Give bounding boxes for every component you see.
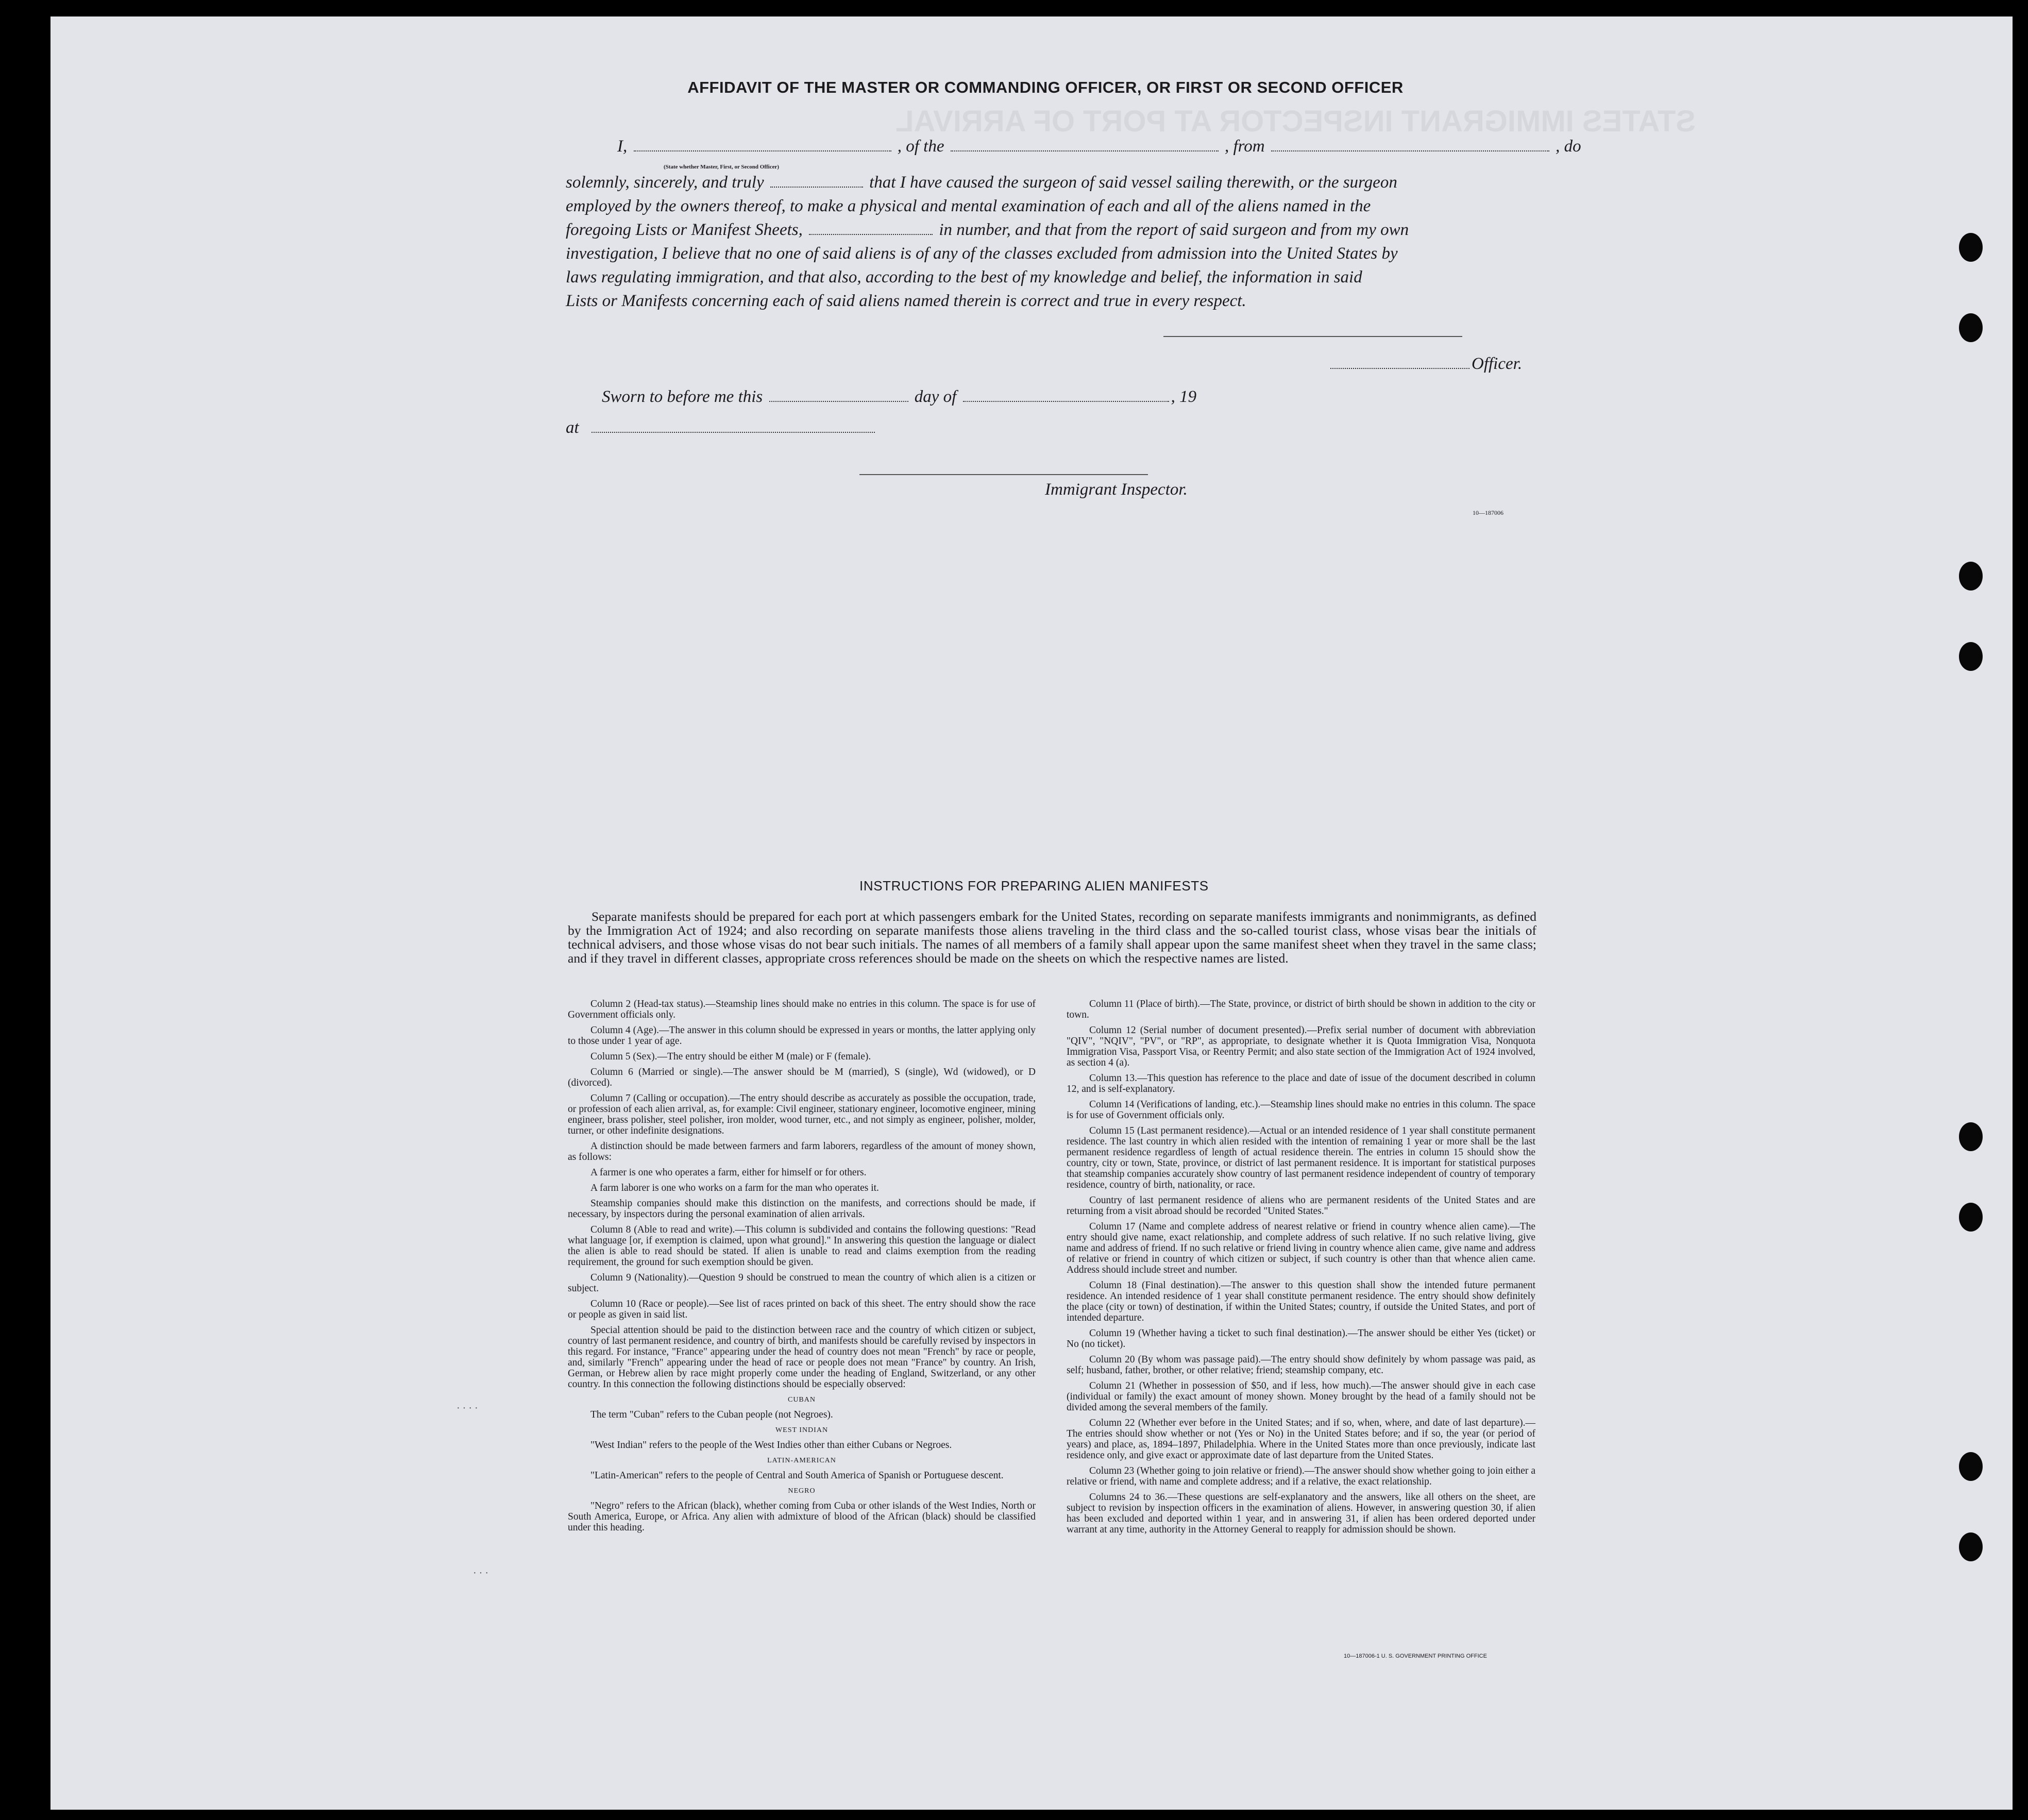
sworn-day-field[interactable] (769, 401, 908, 402)
instruction-paragraph: A distinction should be made between farmers and farm laborers, regardless of the amount of money shown, as follows: (568, 1141, 1036, 1162)
heading-negro: NEGRO (788, 1487, 816, 1495)
affidavit-line-1 (566, 135, 1581, 158)
sworn-month-field[interactable] (963, 401, 1169, 402)
instructions-title: INSTRUCTIONS FOR PREPARING ALIEN MANIFESTS (859, 878, 1209, 894)
instruction-paragraph: "West Indian" refers to the people of the West Indies other than either Cubans or Negroes. (590, 1440, 952, 1451)
instructions-intro (568, 909, 1536, 965)
affidavit-line-4 (566, 218, 1409, 242)
affidavit-line-2 (566, 171, 1534, 194)
at-label: at (566, 418, 579, 437)
instruction-paragraph: Column 8 (Able to read and write).—This column is subdivided and contains the following questions: "Read what language [or, if exemption is claimed, upon what ground]." In answering this question the language or dialect the alien is able to read should be stated. If alien is unable to read and claims exemption from the reading requirement, the ground for such exemption should be given. (568, 1224, 1036, 1268)
departure-port-field[interactable] (1271, 150, 1549, 151)
sworn-place-field[interactable] (592, 432, 875, 433)
signature-line[interactable] (1163, 336, 1462, 337)
instruction-paragraph: "Negro" refers to the African (black), whether coming from Cuba or other islands of the West Indies, North or South America, Europe, or Africa. Any alien with admixture of blood of the African (black) should be classified under this heading. (568, 1501, 1036, 1533)
instruction-paragraph: Column 18 (Final destination).—The answer to this question shall show the intended future permanent residence. An intended residence of 1 year shall constitute permanent residence. The entry should show definitely the place (city or town) of destination, if within the United States; country, if outside the United States, and port of intended departure. (1067, 1280, 1535, 1323)
punch-hole (1959, 313, 1983, 342)
instruction-paragraph: Column 23 (Whether going to join relative or friend).—The answer should show whether going to join either a relative or friend, with name and complete address; and if a relative, the exact relationship. (1067, 1465, 1535, 1487)
affidavit-text: solemnly, sincerely, and truly (566, 173, 764, 192)
instruction-paragraph: Column 2 (Head-tax status).—Steamship lines should make no entries in this column. The space is for use of Government officials only. (568, 999, 1036, 1020)
instruction-paragraph: The term "Cuban" refers to the Cuban people (not Negroes). (590, 1409, 833, 1420)
stray-mark: · · · (473, 1568, 488, 1579)
affidavit-text: foregoing Lists or Manifest Sheets, (566, 221, 803, 239)
instruction-paragraph: Column 13.—This question has reference to the place and date of issue of the document described in column 12, and is self-explanatory. (1067, 1073, 1535, 1094)
instruction-paragraph: Column 5 (Sex).—The entry should be either M (male) or F (female). (590, 1051, 871, 1062)
label-do: , do (1556, 137, 1581, 156)
instruction-paragraph: A farmer is one who operates a farm, either for himself or for others. (590, 1167, 867, 1178)
label-from: , from (1224, 137, 1265, 156)
manifest-sheet (50, 16, 2013, 1810)
instruction-paragraph: Column 19 (Whether having a ticket to such final destination).—The answer should be either Yes (ticket) or No (no ticket). (1067, 1328, 1535, 1350)
instructions-right-column (1067, 999, 1535, 1535)
affidavit-title: AFFIDAVIT OF THE MASTER OR COMMANDING OFFICER, OR FIRST OR SECOND OFFICER (687, 78, 1404, 96)
label-i: I, (617, 137, 628, 156)
instruction-paragraph: Column 17 (Name and complete address of nearest relative or friend in country whence alien came).—The entry should give name, exact relationship, and complete address of such relative. If no such relative living, give name and address of friend. If no such relative or friend living in country whence alien came, give name and address of relative or friend in country of which citizen or subject, if such country is other than that whence alien came. Address should include street and number. (1067, 1221, 1535, 1275)
instruction-paragraph: Column 11 (Place of birth).—The State, province, or district of birth should be shown in addition to the city or town. (1067, 999, 1535, 1020)
affidavit-line-3: employed by the owners thereof, to make a physical and mental examination of each and all of the aliens named in the (566, 197, 1371, 215)
affidavit-text: in number, and that from the report of said surgeon and from my own (939, 221, 1409, 239)
year-label: , 19 (1171, 387, 1197, 406)
punch-hole (1959, 1532, 1983, 1561)
instruction-paragraph: "Latin-American" refers to the people of Central and South America of Spanish or Portuguese descent. (590, 1470, 1004, 1481)
instruction-paragraph: Column 7 (Calling or occupation).—The entry should describe as accurately as possible the occupation, trade, or profession of each alien arrival, as, for example: Civil engineer, stationary engineer, locomotive engineer, mining engineer, brass polisher, steel polisher, iron molder, wood turner, etc., and not simply as engineer, polisher, molder, turner, or other indefinite designations. (568, 1093, 1036, 1136)
affidavit-text: that I have caused the surgeon of said vessel sailing therewith, or the surgeon (869, 173, 1397, 192)
officer-rank-field[interactable] (634, 150, 891, 151)
instruction-paragraph: Columns 24 to 36.—These questions are self-explanatory and the answers, like all others on the sheet, are subject to revision by inspection officers in the examination of aliens. However, in answering question 30, if alien has been excluded and deported within 1 year, and in answering 31, if alien has been ordered deported under warrant at any time, authority in the Attorney General to reapply for admission should be shown. (1067, 1492, 1535, 1535)
affidavit-line-5: investigation, I believe that no one of said aliens is of any of the classes excluded from admission into the United States by (566, 244, 1398, 263)
punch-hole (1959, 642, 1983, 671)
day-of-label: day of (914, 387, 957, 406)
punch-hole (1959, 1122, 1983, 1151)
bleed-through-text: STATES IMMIGRANT INSPECTOR AT PORT OF ARRIVAL (895, 105, 1696, 138)
stray-mark: · · · · (457, 1403, 478, 1414)
at-row (566, 416, 877, 440)
instruction-paragraph: Column 6 (Married or single).—The answer should be M (married), S (single), Wd (widowed), or D (divorced). (568, 1067, 1036, 1088)
punch-hole (1959, 1452, 1983, 1481)
instruction-paragraph: Column 14 (Verifications of landing, etc.).—Steamship lines should make no entries in this column. The space is for use of Government officials only. (1067, 1099, 1535, 1121)
instruction-paragraph: Column 10 (Race or people).—See list of races printed on back of this sheet. The entry should show the race or people as given in said list. (568, 1299, 1036, 1320)
instruction-paragraph: Steamship companies should make this distinction on the manifests, and corrections should be made, if necessary, by inspectors during the personal examination of alien arrivals. (568, 1198, 1036, 1220)
instruction-paragraph: Country of last permanent residence of aliens who are permanent residents of the United States and are returning from a visit abroad should be recorded "United States." (1067, 1195, 1535, 1217)
sworn-row (602, 385, 1196, 409)
officer-signature-row (1328, 352, 1522, 376)
instruction-paragraph: A farm laborer is one who works on a farm for the man who operates it. (590, 1183, 879, 1193)
punch-hole (1959, 562, 1983, 591)
form-number: 10—187006 (1473, 509, 1503, 516)
instruction-paragraph: Special attention should be paid to the distinction between race and the country of which citizen or subject, country of last permanent residence, and country of birth, and manifests should be carefully revised by inspectors in this regard. For instance, "France" appearing under the head of country does not mean "French" by race or people, and, similarly "French" appearing under the head of race or people does not mean "France" by country. An Irish, German, or Hebrew alien by race might properly come under the heading of England, Switzerland, or any other country. In this connection the following distinctions should be especially observed: (568, 1325, 1036, 1390)
instruction-paragraph: Column 12 (Serial number of document presented).—Prefix serial number of document with abbreviation "QIV", "NQIV", "PV", or "RP", as appropriate, to designate whether it is Quota Immigration Visa, Nonquota Immigration Visa, Passport Visa, or Reentry Permit; and also state section of the Immigration Act of 1924 involved, as section 4 (a). (1067, 1025, 1535, 1068)
sworn-label: Sworn to before me this (602, 387, 763, 406)
instructions-left-column (568, 999, 1036, 1533)
oath-field[interactable] (770, 187, 863, 188)
intro-paragraph: Separate manifests should be prepared for each port at which passengers embark for the United States, recording on separate manifests immigrants and nonimmigrants, as defined by the Immigration Act of 1924; and also recording on separate manifests those aliens traveling in the third class and the so-called tourist class, whose visas bear the initials of technical advisers, and those whose visas do not bear such initials. The names of all members of a family shall appear upon the same manifest sheet when they travel in the same class; and if they travel in different classes, appropriate cross references should be made on the sheets on which the respective names are listed. (568, 909, 1536, 966)
instruction-paragraph: Column 22 (Whether ever before in the United States; and if so, when, where, and date of last departure).—The entries should show whether or not (Yes or No) in the United States before; and if so, the year (or period of years) and place, as, 1894–1897, Philadelphia. Where in the United States more than once previously, indicate last residence only, and give exact or approximate date of last departure from the United States. (1067, 1418, 1535, 1461)
punch-hole (1959, 1203, 1983, 1232)
label-of-the: , of the (897, 137, 944, 156)
instruction-paragraph: Column 4 (Age).—The answer in this column should be expressed in years or months, the latter applying only to those under 1 year of age. (568, 1025, 1036, 1047)
state-note: (State whether Master, First, or Second Officer) (664, 164, 780, 170)
instruction-paragraph: Column 9 (Nationality).—Question 9 should be construed to mean the country of which alien is a citizen or subject. (568, 1272, 1036, 1294)
heading-cuban: CUBAN (787, 1396, 816, 1404)
printing-office-footer: 10—187006-1 U. S. GOVERNMENT PRINTING OFFICE (1344, 1653, 1487, 1659)
sheet-count-field[interactable] (809, 234, 933, 235)
heading-latin-american: LATIN-AMERICAN (767, 1457, 836, 1464)
affidavit-line-7: Lists or Manifests concerning each of said aliens named therein is correct and true in every respect. (566, 292, 1246, 310)
vessel-name-field[interactable] (951, 150, 1219, 151)
officer-signature-field[interactable] (1330, 368, 1469, 369)
affidavit-line-6: laws regulating immigration, and that also, according to the best of my knowledge and belief, the information in said (566, 268, 1362, 287)
officer-label: Officer. (1472, 355, 1523, 373)
heading-west-indian: WEST INDIAN (775, 1426, 829, 1434)
instruction-paragraph: Column 20 (By whom was passage paid).—The entry should show definitely by whom passage was paid, as self; husband, father, brother, or other relative; friend; steamship company, etc. (1067, 1354, 1535, 1376)
inspector-signature-line[interactable] (859, 474, 1148, 475)
instruction-paragraph: Column 15 (Last permanent residence).—Actual or an intended residence of 1 year shall constitute permanent residence. The last country in which alien resided with the intention of remaining 1 year or more shall be the last permanent residence regardless of length of actual residence therein. The entries in column 15 should show the country, city or town, State, province, or district of last permanent residence. It is important for statistical purposes that steamship companies accurately show country of last permanent residence independent of country of temporary residence, country of birth, nationality, or race. (1067, 1125, 1535, 1190)
punch-hole (1959, 233, 1983, 262)
inspector-label: Immigrant Inspector. (1045, 480, 1188, 499)
instruction-paragraph: Column 21 (Whether in possession of $50, and if less, how much).—The answer should give in each case (individual or family) the exact amount of money shown. Money brought by the head of a family should not be divided among the several members of the family. (1067, 1380, 1535, 1413)
